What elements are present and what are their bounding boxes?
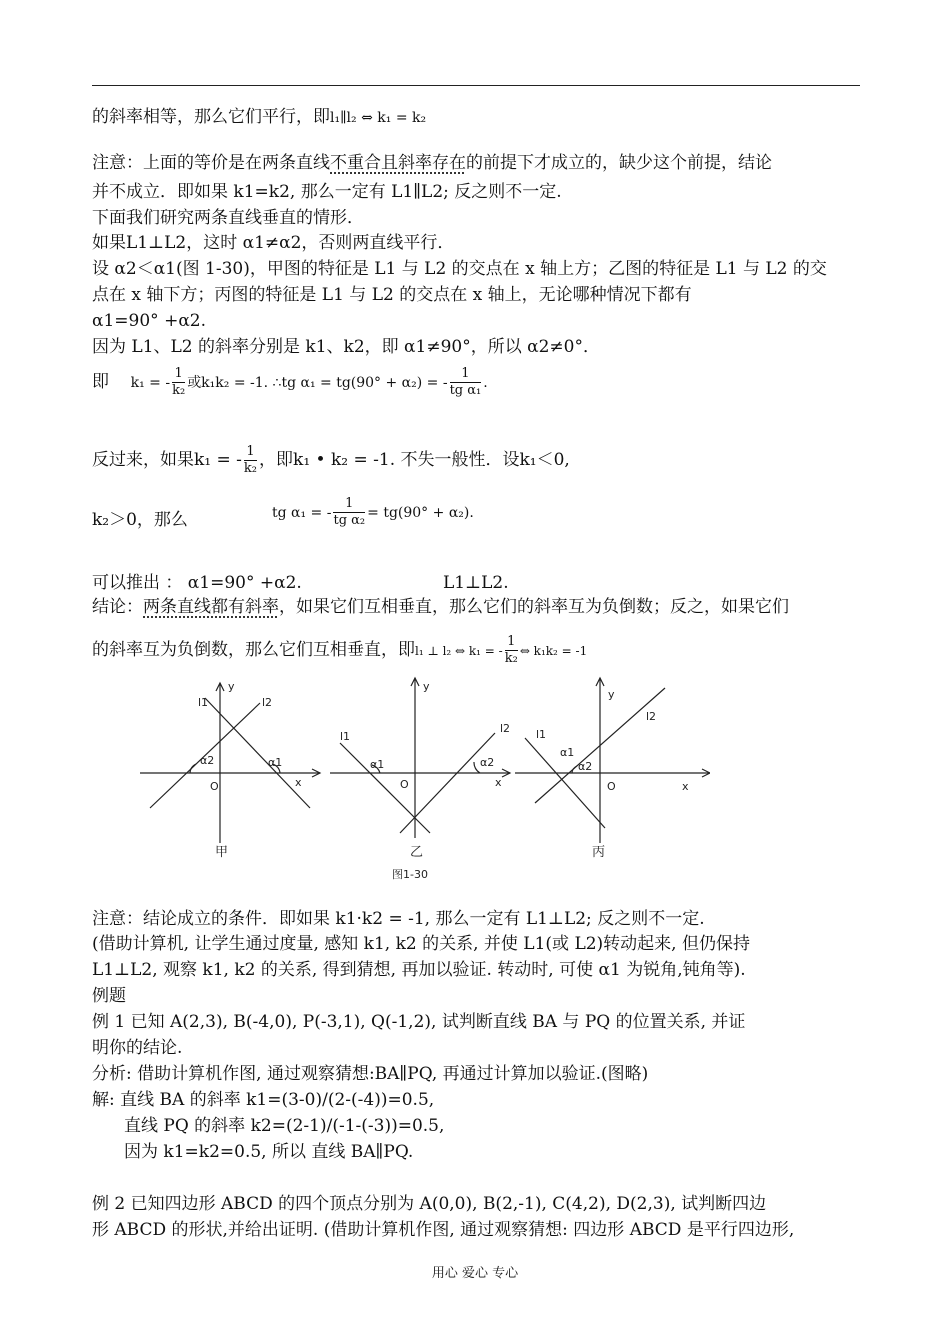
text-line: 的斜率相等，那么它们平行，即l₁∥l₂ ⇔ k₁ = k₂ <box>92 107 427 127</box>
text-line: 例 2 已知四边形 ABCD 的四个顶点分别为 A(0,0), B(2,-1), C(4,2), D(2,3), 试判断四边 <box>92 1194 767 1214</box>
fraction: $\frac{1}{\text{k₂}}$ <box>172 366 186 398</box>
label-alpha1: α1 <box>268 756 283 769</box>
text-line: 下面我们研究两条直线垂直的情形． <box>92 208 364 228</box>
text-line: L1⊥L2, 观察 k1, k2 的关系, 得到猜想, 再加以验证. 转动时, 可使 α1 为锐角,钝角等). <box>92 960 746 980</box>
text-line: 例题 <box>92 986 126 1006</box>
label-x: x <box>682 780 689 793</box>
text-line: L1⊥L2. <box>443 573 509 593</box>
line-l1 <box>205 698 310 808</box>
text-line: 因为 k1=k2=0.5, 所以 直线 BA∥PQ. <box>124 1142 414 1162</box>
header-rule <box>92 85 860 86</box>
figure-1-30 <box>130 668 710 898</box>
text-line: 并不成立．即如果 k1=k2, 那么一定有 L1∥L2; 反之则不一定. <box>92 182 562 202</box>
label-y: y <box>423 680 430 693</box>
label-alpha1: α1 <box>560 746 575 759</box>
text-line: 可以推出 ： α1=90° +α2. <box>92 573 302 593</box>
fraction: $\frac{1}{\text{k₂}}$ <box>243 444 258 476</box>
label-alpha2: α2 <box>578 760 593 773</box>
label-l1: l1 <box>340 730 351 743</box>
text-line: 明你的结论. <box>92 1038 183 1058</box>
formula-line: 反过来，如果k₁ = - $\frac{1}{\text{k₂}}$ ，即k₁ • k₂ = -1. 不失一般性．设k₁＜0, <box>92 444 570 476</box>
text-line: 结论：两条直线都有斜率，如果它们互相垂直，那么它们的斜率互为负倒数；反之，如果它们 <box>92 597 789 617</box>
label-alpha1: α1 <box>370 758 385 771</box>
page-footer: 用心 爱心 专心 <box>431 1266 519 1281</box>
formula-line: 的斜率互为负倒数，那么它们互相垂直，即l₁ ⊥ l₂ ⇔ k₁ = - $\frac{1}{\text{k₂}}$ ⇔ k₁k₂ = -1 <box>92 634 588 666</box>
text-line: 例 1 已知 A(2,3), B(-4,0), P(-3,1), Q(-1,2), 试判断直线 BA 与 PQ 的位置关系, 并证 <box>92 1012 746 1032</box>
text-line: 形 ABCD 的形状,并给出证明. (借助计算机作图, 通过观察猜想: 四边形 ABCD 是平行四边形, <box>92 1220 795 1240</box>
text-line: 设 α2＜α1(图 1-30)，甲图的特征是 L1 与 L2 的交点在 x 轴上方；乙图的特征是 L1 与 L2 的交 <box>92 259 827 279</box>
figure-caption: 图1-30 <box>392 868 428 881</box>
text-line: 分析: 借助计算机作图, 通过观察猜想:BA∥PQ, 再通过计算加以验证.(图略) <box>92 1064 649 1084</box>
formula-line: tg α₁ = - $\frac{1}{\text{tg α₂}}$ = tg(90° + α₂). <box>272 496 474 528</box>
label-l2: l2 <box>500 722 511 735</box>
label-x: x <box>295 776 302 789</box>
panel-label-bing: 丙 <box>592 845 606 860</box>
text-line: α1=90° +α2. <box>92 311 207 331</box>
label-origin: O <box>400 778 409 791</box>
text-line: 注意：结论成立的条件．即如果 k1·k2 = -1, 那么一定有 L1⊥L2; 反之则不一定. <box>92 909 705 929</box>
text-line: (借助计算机, 让学生通过度量, 感知 k1, k2 的关系, 并使 L1(或 L2)转动起来, 但仍保持 <box>92 934 750 954</box>
label-l1: l1 <box>536 728 547 741</box>
line-l1 <box>340 743 430 833</box>
label-alpha2: α2 <box>480 756 495 769</box>
panel-label-jia: 甲 <box>215 845 229 860</box>
text-line: 解: 直线 BA 的斜率 k1=(3-0)/(2-(-4))=0.5, <box>92 1090 435 1110</box>
fraction: $\frac{1}{\text{tg α₂}}$ <box>333 496 366 528</box>
formula-line: 即 k₁ = - $\frac{1}{\text{k₂}}$ 或k₁k₂ = -1. ∴tg α₁ = tg(90° + α₂) = - $\frac{1}{\text{tg α₁}}$ . <box>92 366 488 398</box>
label-origin: O <box>607 780 616 793</box>
text-line: 直线 PQ 的斜率 k2=(2-1)/(-1-(-3))=0.5, <box>124 1116 445 1136</box>
label-l2: l2 <box>646 710 657 723</box>
label-y: y <box>608 688 615 701</box>
label-x: x <box>495 776 502 789</box>
fraction: $\frac{1}{\text{k₂}}$ <box>504 634 518 666</box>
text-line: 点在 x 轴下方；丙图的特征是 L1 与 L2 的交点在 x 轴上，无论哪种情况下都有 <box>92 285 692 305</box>
label-alpha2: α2 <box>200 754 215 767</box>
label-l2: l2 <box>262 696 273 709</box>
text-line: 如果L1⊥L2，这时 α1≠α2，否则两直线平行． <box>92 233 455 253</box>
label-l1: l1 <box>198 696 209 709</box>
text-line: 因为 L1、L2 的斜率分别是 k1、k2，即 α1≠90°，所以 α2≠0°． <box>92 337 600 357</box>
formula-line: k₂＞0，那么 <box>92 510 188 530</box>
label-y: y <box>228 680 235 693</box>
fraction: $\frac{1}{\text{tg α₁}}$ <box>449 366 482 398</box>
panel-label-yi: 乙 <box>410 845 424 860</box>
label-origin: O <box>210 780 219 793</box>
text-line: 注意：上面的等价是在两条直线不重合且斜率存在的前提下才成立的，缺少这个前提，结论 <box>92 153 772 173</box>
line-l2 <box>400 733 495 833</box>
